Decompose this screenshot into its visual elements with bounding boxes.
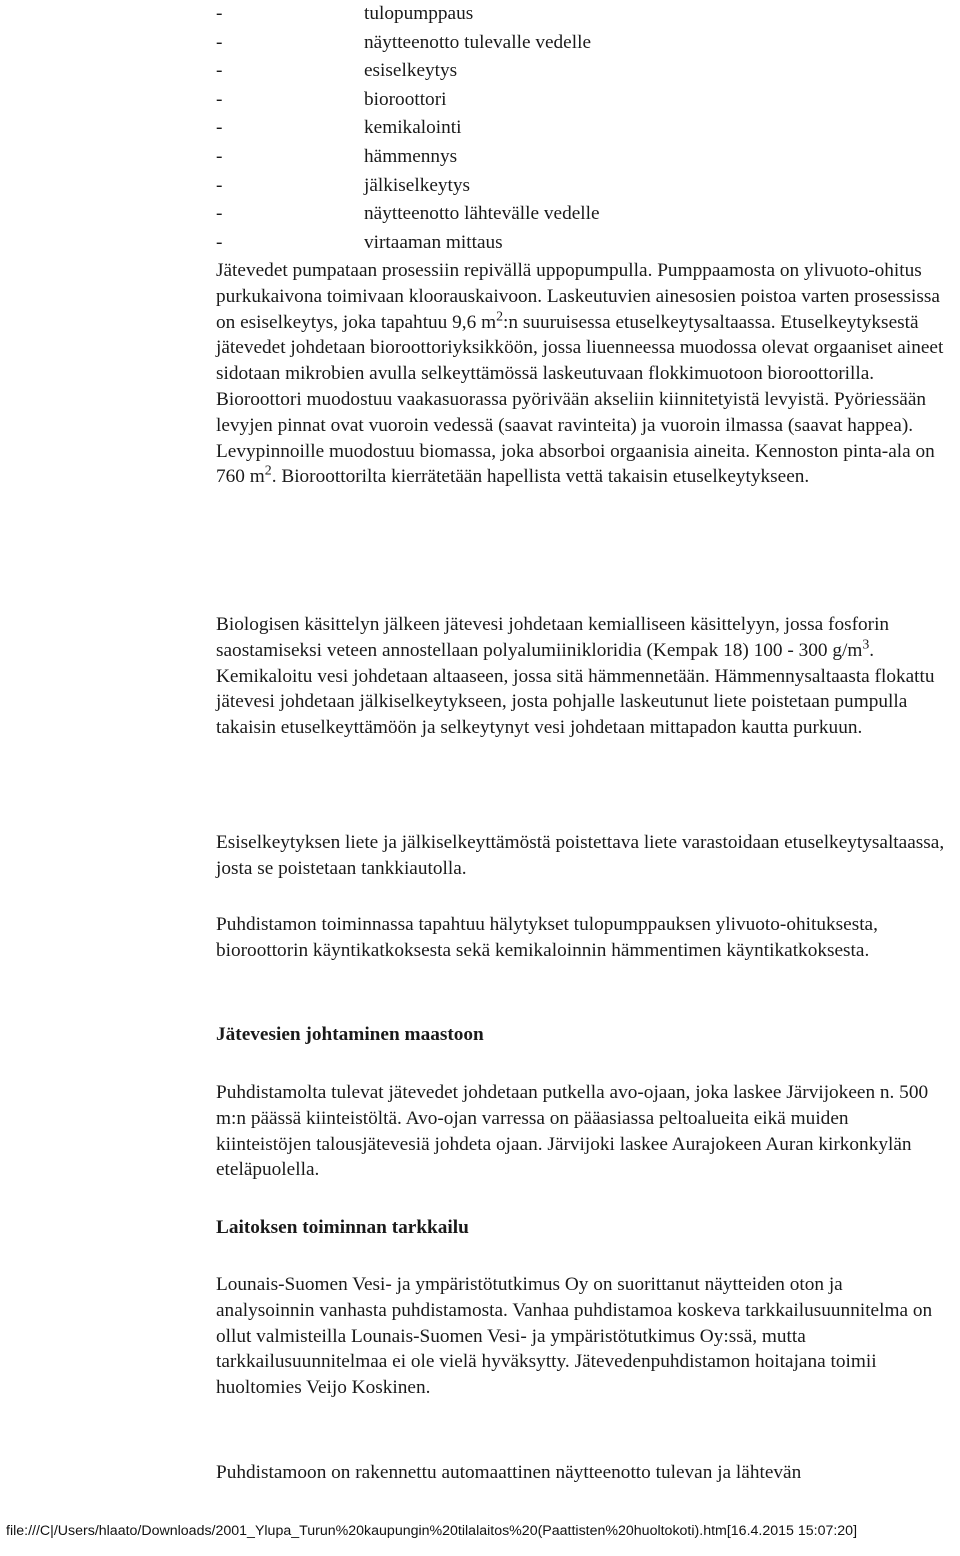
- list-item-text: virtaaman mittaus: [364, 231, 503, 253]
- process-step-list: [216, 0, 600, 257]
- list-item: [216, 229, 600, 258]
- list-item: [216, 29, 600, 58]
- list-item: [216, 86, 600, 115]
- section-heading-monitoring: Laitoksen toiminnan tarkkailu: [216, 1217, 469, 1238]
- list-dash: -: [216, 88, 223, 110]
- list-dash: -: [216, 31, 223, 53]
- paragraph-alarms: Puhdistamon toiminnassa tapahtuu hälytykset tulopumppauksen ylivuoto-ohituksesta, bioroottorin käyntikatkoksesta sekä kemikaloinnin hämmentimen käyntikatkoksesta.: [216, 914, 878, 961]
- paragraph-process-description: Jätevedet pumpataan prosessiin repivällä uppopumpulla. Pumppaamosta on ylivuoto-ohitus purkukaivona toimivaan kloorauskaivoon. Laskeutuvien ainesosien poistoa varten prosessissa on esiselkeytys, joka tapahtuu 9,6 $m^2:n$ suuruisessa etuselkeytysaltaassa. Etuselkeytyksestä jätevedet johdetaan bioroottoriyksikköön, jossa liuenneessa muodossa olevat orgaaniset aineet sidotaan mikrobien avulla selkeyttämössä laskeutuvaan flokkimuotoon bioroottorilla. Bioroottori muodostuu vaakasuorassa pyörivään akseliin kiinnitetyistä levyistä. Pyöriessään levyjen pinnat ovat vuoroin vedessä (saavat ravinteita) ja vuoroin ilmassa (saavat happea). Levypinnoille muodostuu biomassa, joka absorboi orgaanisia aineita. Kennoston pinta-ala on 760 $m^2$. Bioroottorilta kierrätetään hapellista vettä takaisin etuselkeytykseen.: [216, 260, 944, 488]
- superscript: 2: [264, 463, 272, 479]
- section-heading-discharge: Jätevesien johtaminen maastoon: [216, 1024, 484, 1045]
- paragraph-discharge: Puhdistamolta tulevat jätevedet johdetaan putkella avo-ojaan, joka laskee Järvijokeen n. 500 m:n päässä kiinteistöltä. Avo-ojan varressa on pääasiassa peltoalueita eikä muiden kiinteistöjen talousjätevesiä johdeta ojaan. Järvijoki laskee Aurajokeen Auran kirkonkylän eteläpuolella.: [216, 1082, 929, 1181]
- list-dash: -: [216, 174, 223, 196]
- list-item: [216, 114, 600, 143]
- superscript: 2: [496, 308, 504, 324]
- paragraph-sludge: Esiselkeytyksen liete ja jälkiselkeyttämöstä poistettava liete varastoidaan etuselkeytysaltaassa, josta se poistetaan tankkiautolla.: [216, 832, 945, 879]
- list-item-text: näytteenotto lähtevälle vedelle: [364, 203, 600, 225]
- file-path-footer: file:///C|/Users/hlaato/Downloads/2001_Ylupa_Turun%20kaupungin%20tilalaitos%20(Paattisten%20huoltokoti).htm[16.4.2015 15:07:20]: [6, 1523, 858, 1539]
- list-item: [216, 57, 600, 86]
- list-item-text: bioroottori: [364, 88, 447, 110]
- list-dash: -: [216, 145, 223, 167]
- list-item-text: hämmennys: [364, 145, 458, 167]
- list-item: [216, 0, 600, 29]
- list-dash: -: [216, 231, 223, 253]
- list-dash: -: [216, 3, 223, 24]
- paragraph-chemical-treatment: Biologisen käsittelyn jälkeen jätevesi johdetaan kemialliseen käsittelyyn, jossa fosforin saostamiseksi veteen annostellaan polyalumiinikloridia (Kempak 18) 100 - 300 $g/m^3$. Kemikaloitu vesi johdetaan altaaseen, jossa sitä hämmennetään. Hämmennysaltaasta flokattu jätevesi johdetaan jälkiselkeytykseen, josta pohjalle laskeutunut liete poistetaan pumpulla takaisin etuselkeyttämöön ja selkeytynyt vesi johdetaan mittapadon kautta purkuun.: [216, 614, 935, 739]
- list-dash: -: [216, 60, 223, 82]
- list-dash: -: [216, 117, 223, 139]
- list-item: [216, 172, 600, 201]
- list-item: [216, 143, 600, 172]
- list-item-text: kemikalointi: [364, 117, 462, 139]
- paragraph-monitoring: Lounais-Suomen Vesi- ja ympäristötutkimus Oy on suorittanut näytteiden oton ja analysoinnin vanhasta puhdistamosta. Vanhaa puhdistamoa koskeva tarkkailusuunnitelma on ollut valmisteilla Lounais-Suomen Vesi- ja ympäristötutkimus Oy:ssä, mutta tarkkailusuunnitelmaa ei ole vielä hyväksytty. Jätevedenpuhdistamon hoitajana toimii huoltomies Veijo Koskinen.: [216, 1274, 933, 1399]
- list-item: [216, 200, 600, 229]
- list-item-text: näytteenotto tulevalle vedelle: [364, 31, 591, 53]
- list-item-text: jälkiselkeytys: [364, 174, 471, 196]
- list-item-text: tulopumppaus: [364, 3, 474, 24]
- paragraph-sampling: Puhdistamoon on rakennettu automaattinen näytteenotto tulevan ja lähtevän: [216, 1462, 802, 1483]
- superscript: 3: [862, 637, 870, 653]
- list-dash: -: [216, 203, 223, 225]
- list-item-text: esiselkeytys: [364, 60, 458, 82]
